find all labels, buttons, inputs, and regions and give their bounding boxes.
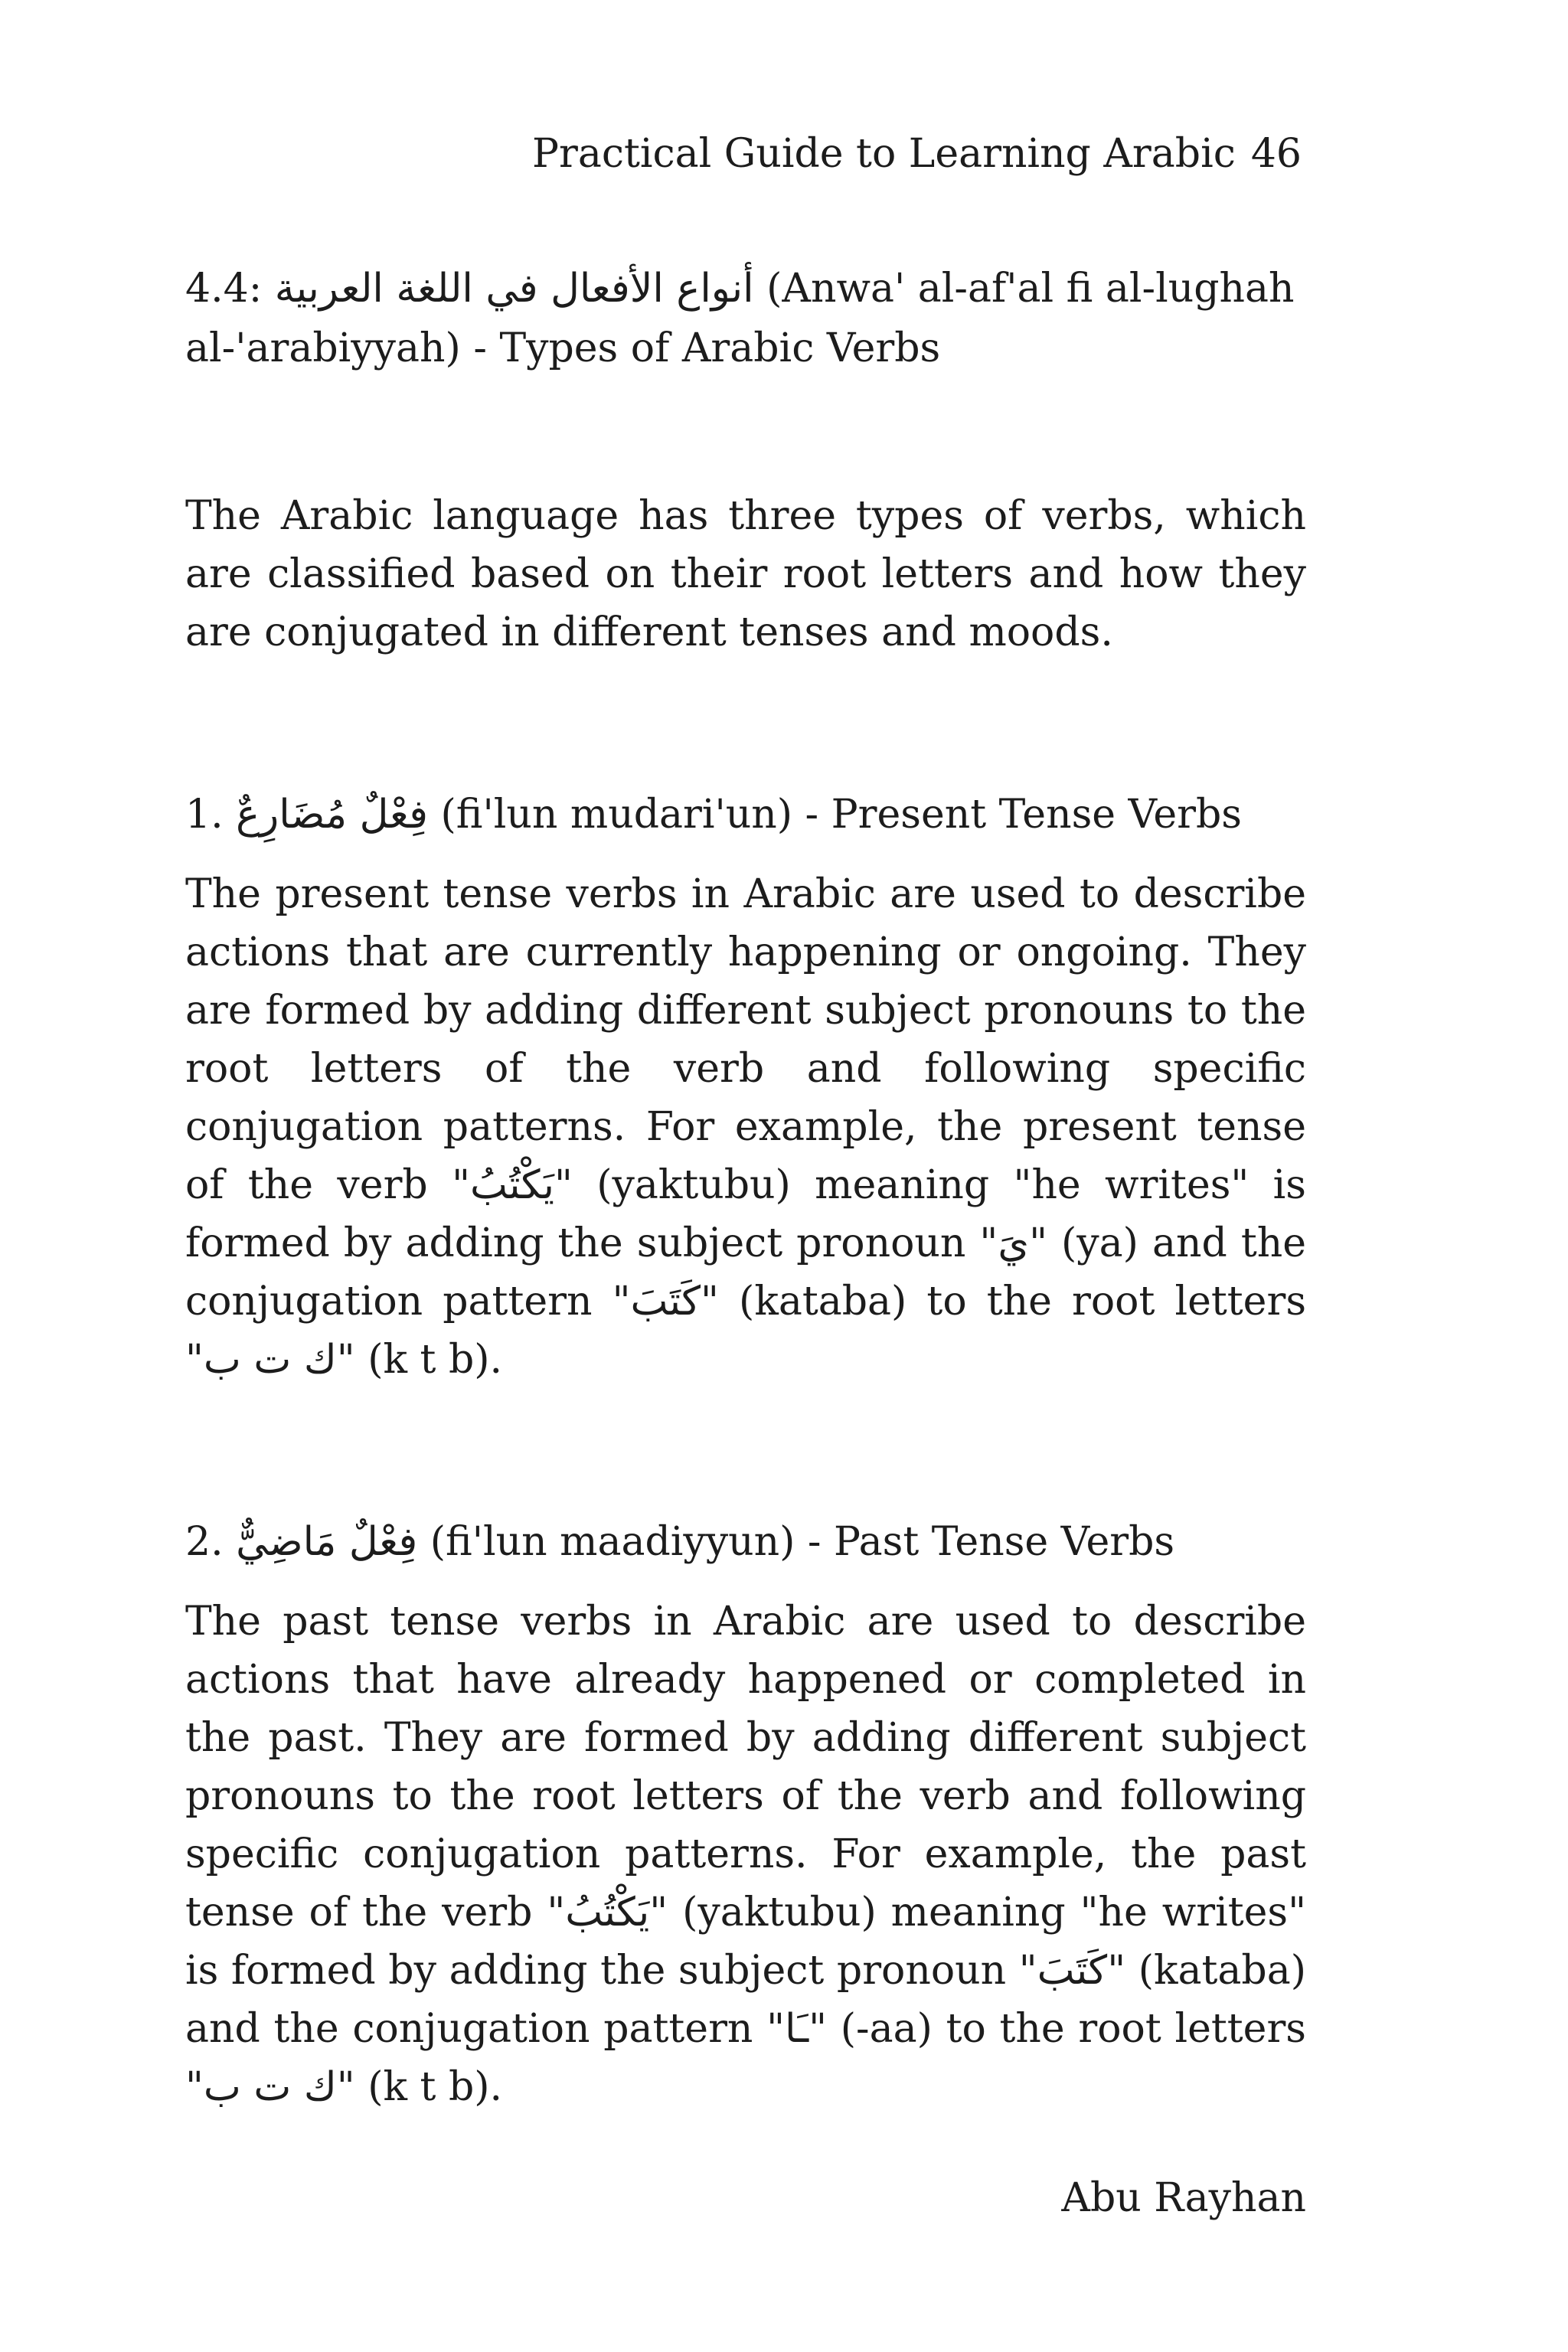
arabic-word: يَ [998, 1220, 1030, 1266]
paragraph-text: " (-aa) to the root letters " [185, 2006, 1306, 2110]
subheading-title: (fi'lun mudari'un) - Present Tense Verbs [440, 792, 1242, 838]
subheading-arabic: فِعْلٌ مَاضِيٌّ [236, 1519, 418, 1565]
subheading-title: (fi'lun maadiyyun) - Past Tense Verbs [430, 1519, 1175, 1565]
arabic-word: كَتَبَ [630, 1279, 701, 1325]
section-number: 4.4: [185, 266, 263, 312]
paragraph-text: The past tense verbs in Arabic are used to describe actions that have already happened or completed in the past. They are formed by adding different subject pronouns to the root letters of the verb and following specific conjugation patterns. For example, the past tense of the verb " [185, 1599, 1306, 1936]
running-header [532, 129, 1302, 181]
page-content [185, 259, 1306, 2116]
subheading-past-tense [185, 1513, 1306, 1571]
paragraph-text: " (yaktubu) meaning "he writes" is formed by adding the subject pronoun " [185, 1162, 1306, 1266]
paragraph-text: " (kataba) to the root letters " [185, 1279, 1306, 1383]
subheading-number: 1. [185, 792, 224, 838]
author-footer: Abu Rayhan [1061, 2175, 1306, 2221]
arabic-word: كَتَبَ [1037, 1948, 1108, 1994]
paragraph-text: " (k t b). [336, 1337, 503, 1383]
section-heading [185, 259, 1306, 378]
paragraph-text: " (k t b). [336, 2064, 503, 2110]
paragraph-text: The present tense verbs in Arabic are used to describe actions that are currently happening or ongoing. They are formed by adding different subject pronouns to the root letters of the verb and following specific conjugation patterns. For example, the present tense of the verb " [185, 871, 1306, 1208]
subheading-arabic: فِعْلٌ مُضَارِعٌ [236, 792, 428, 838]
present-tense-paragraph [185, 865, 1306, 1389]
paragraph-text: " (kataba) and the conjugation pattern " [185, 1948, 1306, 2052]
arabic-word: ك ت ب [203, 1337, 337, 1383]
subheading-number: 2. [185, 1519, 224, 1565]
arabic-word: ـَا [785, 2006, 809, 2052]
book-title: Practical Guide to Learning Arabic [532, 131, 1236, 177]
arabic-word: ك ت ب [203, 2064, 337, 2110]
paragraph-text: " (yaktubu) meaning "he writes" is formed by adding the subject pronoun " [185, 1890, 1306, 1994]
section-arabic-title: أنواع الأفعال في اللغة العربية [274, 266, 754, 312]
past-tense-paragraph [185, 1592, 1306, 2116]
paragraph-text: " (ya) and the conjugation pattern " [185, 1220, 1306, 1325]
subheading-present-tense [185, 786, 1306, 844]
arabic-word: يَكْتُبُ [565, 1890, 650, 1936]
section-title-rest: (Anwa' al-af'al fi al-lughah al-'arabiyyah) - Types of Arabic Verbs [185, 266, 1295, 371]
arabic-word: يَكْتُبُ [469, 1162, 554, 1208]
intro-paragraph: The Arabic language has three types of verbs, which are classified based on their root letters and how they are conjugated in different tenses and moods. [185, 493, 1306, 655]
page-number: 46 [1250, 131, 1302, 177]
